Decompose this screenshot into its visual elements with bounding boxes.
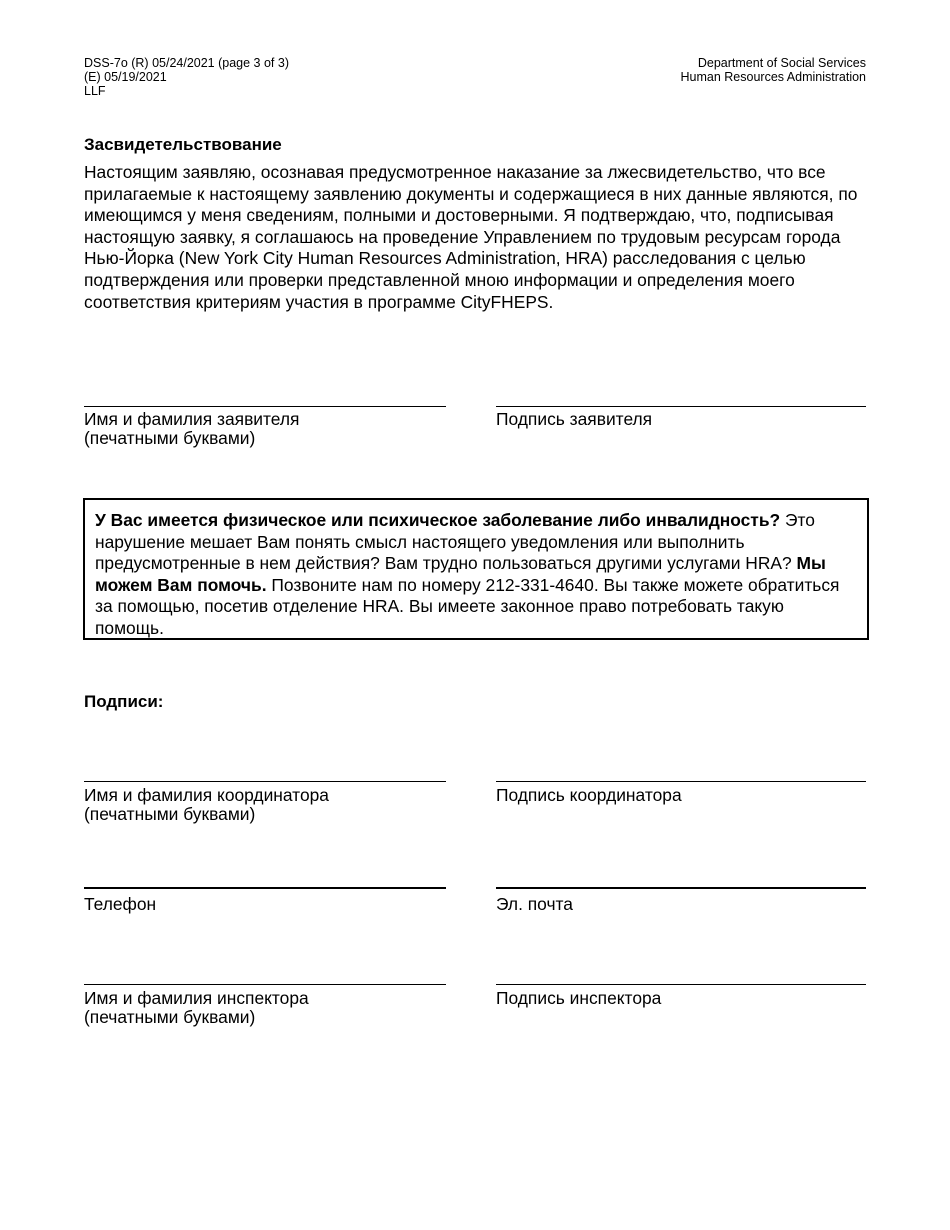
applicant-name-label-line2: (печатными буквами) <box>84 428 256 448</box>
coordinator-name-line[interactable] <box>84 781 446 782</box>
email-line[interactable] <box>496 887 866 889</box>
accessibility-notice <box>83 498 869 640</box>
coordinator-signature-label: Подпись координатора <box>496 785 682 805</box>
form-edition-date: (E) 05/19/2021 <box>84 70 167 84</box>
applicant-signature-line[interactable] <box>496 406 866 407</box>
phone-label: Телефон <box>84 894 157 914</box>
form-language-code: LLF <box>84 84 106 98</box>
notice-help-bold: Мы можем Вам помочь. <box>95 553 826 595</box>
agency-block <box>681 56 867 84</box>
applicant-name-line[interactable] <box>84 406 446 407</box>
applicant-name-label <box>84 410 299 448</box>
applicant-signature-label: Подпись заявителя <box>496 409 653 429</box>
inspector-signature-label: Подпись инспектора <box>496 988 662 1008</box>
notice-help-text: Позвоните нам по номеру 212-331-4640. Вы также можете обратиться за помощью, посетив отделение HRA. Вы имеете законное право потребовать такую помощь. <box>95 574 840 638</box>
inspector-name-line[interactable] <box>84 984 446 985</box>
certification-title: Засвидетельствование <box>84 135 282 154</box>
form-id-block <box>84 56 289 98</box>
agency-department: Department of Social Services <box>697 56 866 70</box>
coordinator-signature-line[interactable] <box>496 781 866 782</box>
applicant-name-label-line1: Имя и фамилия заявителя <box>84 409 300 429</box>
inspector-signature-line[interactable] <box>496 984 866 985</box>
coordinator-name-label-line2: (печатными буквами) <box>84 804 256 824</box>
certification-text: Настоящим заявляю, осознавая предусмотренное наказание за лжесвидетельство, что все прилагаемые к настоящему заявлению документы и содержащиеся в них данные являются, по имеющимся у меня сведениям, полными и достоверными. Я подтверждаю, что, подписывая настоящую заявку, я соглашаюсь на проведение Управлением по трудовым ресурсам города Нью-Йорка (New York City Human Resources Administration, HRA) расследования с целью подтверждения или проверки представленной мною информации и определения моего соответствия критериям участия в программе CityFHEPS. <box>84 162 858 312</box>
coordinator-name-label-line1: Имя и фамилия координатора <box>84 785 329 805</box>
agency-administration: Human Resources Administration <box>680 70 866 84</box>
inspector-name-label <box>84 989 309 1027</box>
notice-question: У Вас имеется физическое или психическое заболевание либо инвалидность? <box>95 510 781 530</box>
email-label: Эл. почта <box>496 894 573 914</box>
coordinator-name-label <box>84 786 329 824</box>
inspector-name-label-line2: (печатными буквами) <box>84 1007 256 1027</box>
phone-line[interactable] <box>84 887 446 889</box>
inspector-name-label-line1: Имя и фамилия инспектора <box>84 988 309 1008</box>
notice-body: Это нарушение мешает Вам понять смысл настоящего уведомления или выполнить предусмотренные в нем действия? Вам трудно пользоваться другими услугами HRA? <box>95 510 815 574</box>
form-id: DSS-7o (R) 05/24/2021 (page 3 of 3) <box>84 56 289 70</box>
signatures-title: Подписи: <box>84 692 164 711</box>
